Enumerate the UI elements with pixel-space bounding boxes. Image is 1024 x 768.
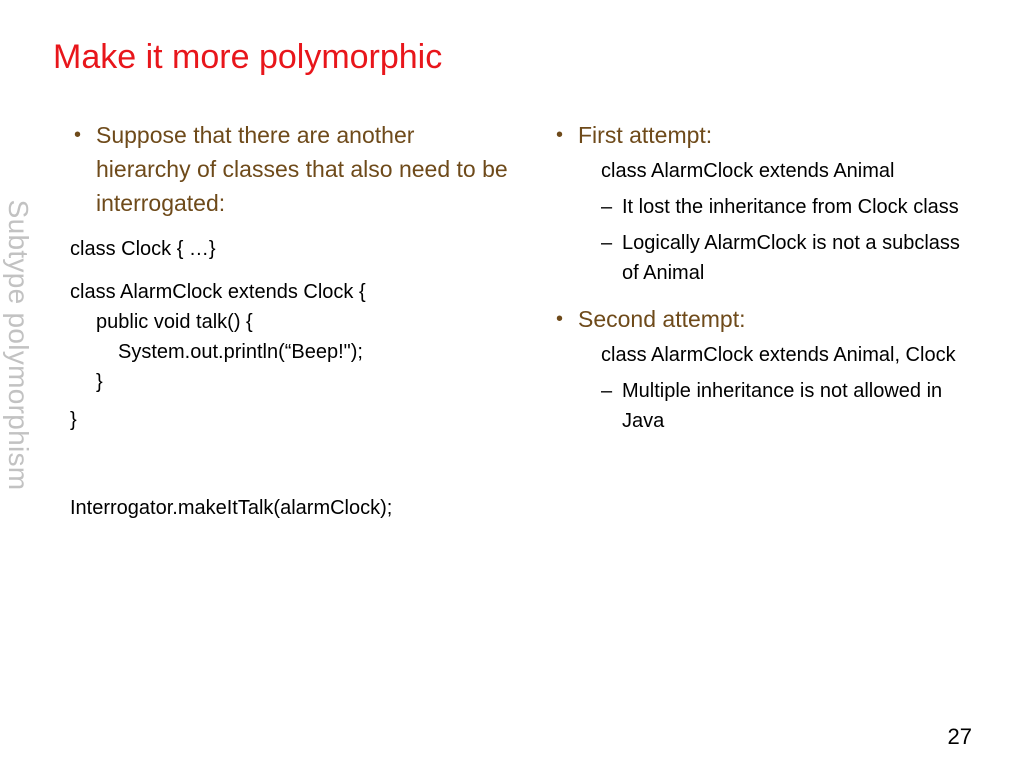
page-number: 27 bbox=[947, 724, 972, 749]
right-column bbox=[552, 118, 972, 436]
sub-point-text: It lost the inheritance from Clock class bbox=[622, 196, 959, 218]
code-line: } bbox=[96, 371, 103, 393]
bullet-dot-icon: • bbox=[74, 124, 82, 146]
code-first-attempt: class AlarmClock extends Animal bbox=[601, 160, 895, 182]
code-line: } bbox=[70, 409, 77, 431]
code-make-it-talk-call: Interrogator.makeItTalk(alarmClock); bbox=[70, 497, 393, 519]
code-second-attempt: class AlarmClock extends Animal, Clock bbox=[601, 344, 956, 366]
bullet-dot-icon: • bbox=[556, 124, 564, 146]
code-line: public void talk() { bbox=[96, 311, 253, 333]
dash-marker: – bbox=[601, 380, 613, 402]
sub-point bbox=[552, 376, 972, 436]
code-line: System.out.println(“Beep!"); bbox=[118, 341, 363, 363]
dash-marker: – bbox=[601, 196, 613, 218]
bullet-item bbox=[70, 118, 510, 220]
bullet-text: First attempt: bbox=[578, 122, 713, 148]
code-line: class AlarmClock extends Clock { bbox=[70, 281, 366, 303]
bullet-text: Second attempt: bbox=[578, 306, 746, 332]
sub-point-text: Logically AlarmClock is not a subclass of Animal bbox=[622, 232, 960, 284]
sub-point bbox=[552, 228, 972, 288]
bullet-item bbox=[552, 302, 972, 336]
sub-point-text: Multiple inheritance is not allowed in Java bbox=[622, 380, 943, 432]
code-clock-class: class Clock { …} bbox=[70, 238, 216, 260]
left-column bbox=[70, 118, 510, 523]
sub-point bbox=[552, 192, 972, 222]
bullet-dot-icon: • bbox=[556, 308, 564, 330]
bullet-item bbox=[552, 118, 972, 152]
slide-title: Make it more polymorphic bbox=[53, 38, 443, 76]
bullet-text: Suppose that there are another hierarchy of classes that also need to be interrogated: bbox=[96, 122, 508, 216]
dash-marker: – bbox=[601, 232, 613, 254]
code-alarmclock-block bbox=[70, 277, 510, 435]
section-side-label: Subtype polymorphism bbox=[3, 199, 34, 491]
